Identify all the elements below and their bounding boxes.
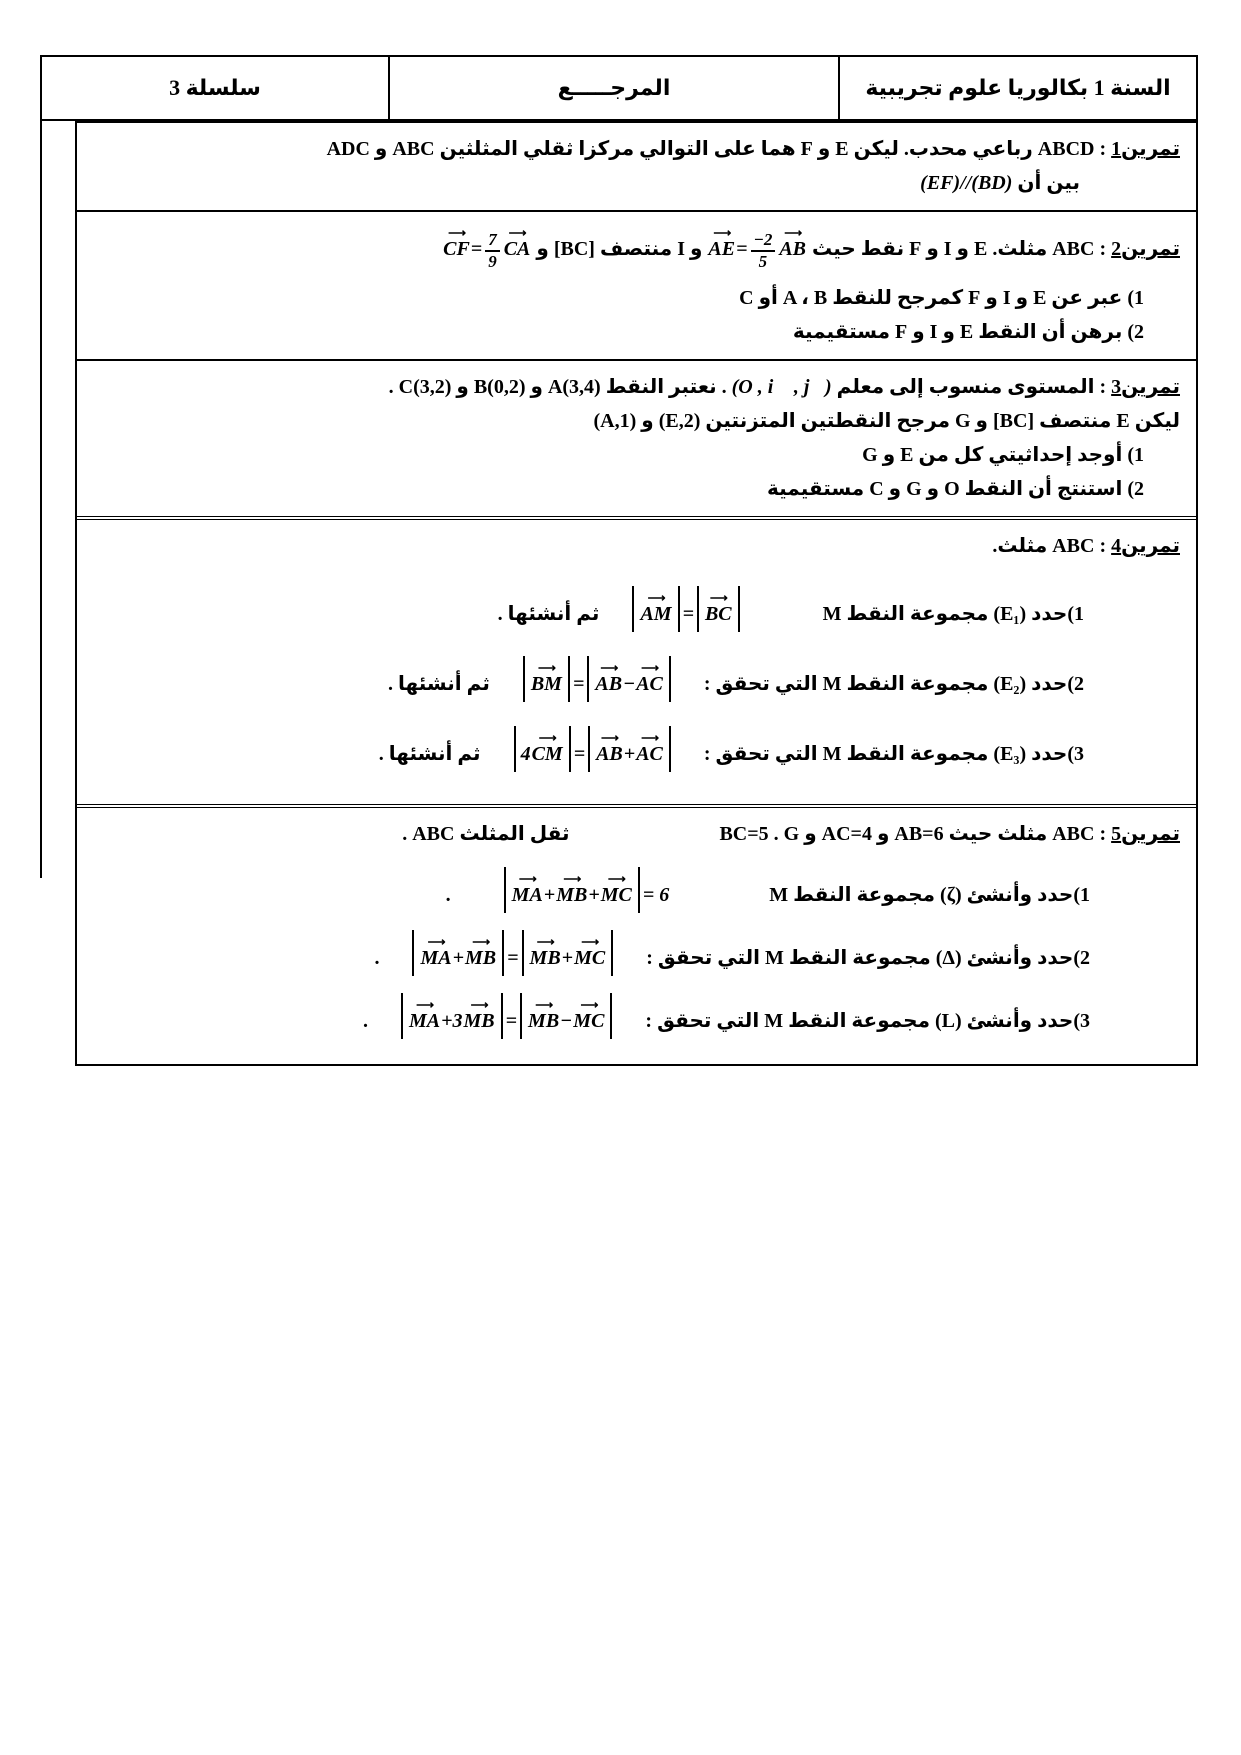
- equals-sign: =: [507, 947, 519, 970]
- fraction-denominator: 5: [758, 251, 768, 271]
- exercise-3-statement-2: ليكن E منتصف [BC] و G مرجح النقطتين المتزنتين (E,2) و (A,1): [593, 410, 1180, 433]
- exercise-4-label: تمرين4: [1111, 535, 1180, 558]
- spacer: [451, 896, 501, 897]
- question-2-tail: .: [374, 947, 380, 970]
- norm-equation-zeta: [501, 867, 670, 913]
- plus-sign: +: [452, 947, 465, 970]
- norm-MB-plus-MC: [522, 930, 614, 976]
- exercise-2-intro: ABC مثلث. E و I و F نقط حيث: [807, 238, 1095, 261]
- exercise-3-statement: [87, 372, 1180, 403]
- spacer: [615, 1022, 645, 1023]
- parallel-lines-formula: (EF)//(BD): [920, 172, 1013, 194]
- exercise-1-colon: :: [1094, 138, 1112, 160]
- fraction-numerator: −2: [751, 230, 776, 252]
- equals-sign: =: [572, 673, 585, 696]
- vector-BM: ⟶ BM: [531, 669, 562, 700]
- exercise-5-text-a: ABC مثلث حيث AB=6 و AC=4 و BC=5 . G: [719, 823, 1095, 846]
- spacer: [379, 959, 409, 960]
- norm-equation-3: [511, 726, 674, 772]
- plus-three: +3: [441, 1010, 463, 1033]
- norm-AB-plus-AC: [588, 726, 671, 772]
- vector-MC: ⟶ MC: [574, 943, 605, 974]
- exercise-4-title: [87, 531, 1180, 562]
- vector-CA: ⟶ CA: [504, 234, 531, 265]
- exercises-frame: [75, 121, 1198, 1066]
- question-3-text: 3)حدد وأنشئ (L) مجموعة النقط M التي تحقق :: [645, 1010, 1090, 1033]
- plus-sign: +: [543, 884, 556, 907]
- exercise-1-text: ABCD رباعي محدب. ليكن E و F هما على التوالي مركزا ثقلي المثلثين ABC و ADC: [326, 138, 1095, 160]
- reference-label: المرجـــــع: [557, 75, 671, 100]
- exercise-1-statement: [87, 134, 1180, 165]
- exercise-4-colon: :: [1094, 535, 1112, 558]
- norm-equation-1: [629, 586, 742, 632]
- exercise-4: [77, 516, 1196, 804]
- vector-MA: ⟶ MA: [512, 880, 543, 911]
- norm-equation-delta: [409, 930, 616, 976]
- minus-sign: −: [623, 673, 636, 696]
- norm-BC: [697, 586, 740, 632]
- spacer: [569, 835, 719, 836]
- plus-sign: +: [561, 947, 574, 970]
- header-table: [40, 55, 1198, 121]
- exercise-3-colon: :: [1094, 376, 1112, 399]
- vector-AB: ⟶ AB: [596, 739, 623, 770]
- vector-AB: ⟶ AB: [595, 669, 622, 700]
- coefficient: 4: [520, 743, 531, 766]
- equals-sign: =: [736, 238, 748, 261]
- exercise-5-label: تمرين5: [1111, 823, 1180, 846]
- norm-MA-MB-MC: [504, 867, 640, 913]
- plus-sign: +: [623, 743, 636, 766]
- exercise-2: [77, 210, 1196, 359]
- vector-MB: ⟶ MB: [530, 943, 561, 974]
- vector-MA: ⟶ MA: [420, 943, 451, 974]
- vector-equation-AE: [707, 230, 807, 271]
- spacer: [674, 755, 704, 756]
- vector-AC: ⟶ AC: [636, 669, 663, 700]
- question-1-text: 1)حدد (E₁) مجموعة النقط M: [822, 603, 1084, 626]
- vector-MB: ⟶ MB: [464, 1006, 495, 1037]
- exercise-2-middle-text: و I منتصف [BC] و: [531, 238, 708, 261]
- plus-sign: +: [588, 884, 600, 907]
- equals-sign: =: [573, 743, 586, 766]
- header-level-cell: [840, 57, 1196, 119]
- vector-AE: ⟶ AE: [708, 234, 735, 265]
- norm-AB-minus-AC: [587, 656, 671, 702]
- coordinate-frame-formula: (O , i⃗ , j⃗): [731, 376, 832, 399]
- vector-AM: ⟶ AM: [640, 599, 671, 630]
- vector-MB: ⟶ MB: [528, 1006, 559, 1037]
- vector-equation-CF: [442, 230, 531, 271]
- exercise-2-label: تمرين2: [1111, 238, 1180, 261]
- equals-sign: =: [470, 238, 483, 261]
- vector-CM: ⟶ CM: [532, 739, 563, 770]
- vector-CF: ⟶ CF: [443, 234, 470, 265]
- spacer: [669, 896, 769, 897]
- vector-MC: ⟶ MC: [573, 1006, 604, 1037]
- equals-sign: =: [682, 603, 694, 626]
- exercise-3-intro-a: المستوى منسوب إلى معلم: [831, 376, 1095, 399]
- vector-BC: ⟶ BC: [705, 599, 732, 630]
- exercise-5-text-b: ثقل المثلث ABC .: [402, 823, 570, 846]
- norm-MA-plus-3MB: [401, 993, 503, 1039]
- spacer: [368, 1022, 398, 1023]
- exercise-1-label: تمرين1: [1111, 138, 1180, 160]
- exercise-3: [77, 359, 1196, 516]
- spacer: [490, 685, 520, 686]
- question-2-text: 2)حدد (E₂) مجموعة النقط M التي تحقق :: [703, 673, 1084, 696]
- exercise-3-question-2: 2) استنتج أن النقط O و G و C مستقيمية: [767, 478, 1144, 501]
- exercise-2-question-2: 2) برهن أن النقط E و I و F مستقيمية: [792, 321, 1144, 344]
- exercise-2-statement: [87, 230, 1180, 271]
- minus-sign: −: [560, 1010, 573, 1033]
- exercise-5-colon: :: [1094, 823, 1112, 846]
- fraction-numerator: 7: [485, 230, 500, 252]
- exercise-3-label: تمرين3: [1111, 376, 1180, 399]
- exercise-5-title: [87, 819, 1180, 850]
- norm-BM: [523, 656, 570, 702]
- fraction-seven-ninths: [485, 230, 500, 271]
- left-margin-rule: [40, 121, 42, 878]
- exercise-4-question-1: [87, 586, 1180, 632]
- fraction-minus-two-fifths: [751, 230, 776, 271]
- vector-MB: ⟶ MB: [556, 880, 587, 911]
- exercise-2-colon: :: [1094, 238, 1112, 261]
- question-2-text: 2)حدد وأنشئ (Δ) مجموعة النقط M التي تحقق :: [646, 947, 1090, 970]
- spacer: [599, 615, 629, 616]
- exercise-1-question-text: بين أن: [1012, 172, 1080, 194]
- question-3-text: 3)حدد (E₃) مجموعة النقط M التي تحقق :: [703, 743, 1084, 766]
- header-reference-cell: [388, 57, 840, 119]
- question-1-tail: ثم أنشئها .: [497, 603, 600, 626]
- question-3-tail: ثم أنشئها .: [378, 743, 481, 766]
- level-label: السنة 1 بكالوريا علوم تجريبية: [865, 75, 1171, 100]
- vector-MC: ⟶ MC: [601, 880, 632, 911]
- exercise-4-question-3: [87, 726, 1180, 772]
- equals-six: = 6: [642, 884, 670, 907]
- vector-MB: ⟶ MB: [465, 943, 496, 974]
- exercise-3-question-1: 1) أوجد إحداثيتي كل من E و G: [862, 444, 1144, 467]
- exercise-5-question-3: [87, 993, 1180, 1039]
- exercise-2-question-1: 1) عبر عن E و I و F كمرجح للنقط A ، B أو C: [739, 287, 1144, 310]
- norm-AM: [632, 586, 679, 632]
- question-2-tail: ثم أنشئها .: [388, 673, 490, 696]
- norm-equation-L: [398, 993, 615, 1039]
- exercise-5: [77, 804, 1196, 1064]
- equals-sign: =: [505, 1010, 518, 1033]
- exercise-4-text: ABC مثلث.: [992, 535, 1095, 558]
- spacer: [616, 959, 646, 960]
- exercise-4-question-2: [87, 656, 1180, 702]
- exercise-5-question-2: [87, 930, 1180, 976]
- spacer: [674, 685, 704, 686]
- exercise-5-question-1: [87, 867, 1180, 913]
- vector-AC: ⟶ AC: [636, 739, 663, 770]
- question-1-text: 1)حدد وأنشئ (ζ) مجموعة النقط M: [769, 884, 1090, 907]
- question-3-tail: .: [362, 1010, 368, 1033]
- series-label: سلسلة 3: [169, 75, 261, 100]
- exercise-1-question: [87, 168, 1180, 199]
- spacer: [481, 755, 511, 756]
- norm-equation-2: [520, 656, 674, 702]
- exercise-3-intro-b: . نعتبر النقط A(3,4) و B(0,2) و C(3,2) .: [388, 376, 732, 399]
- spacer: [743, 615, 823, 616]
- header-series-cell: [42, 57, 388, 119]
- exercise-1: [77, 123, 1196, 210]
- fraction-denominator: 9: [488, 251, 497, 271]
- vector-MA: ⟶ MA: [409, 1006, 440, 1037]
- vector-AB: ⟶ AB: [779, 234, 806, 265]
- norm-4CM: [514, 726, 571, 772]
- norm-MA-plus-MB: [412, 930, 504, 976]
- question-1-tail: .: [445, 884, 451, 907]
- norm-MB-minus-MC: [520, 993, 612, 1039]
